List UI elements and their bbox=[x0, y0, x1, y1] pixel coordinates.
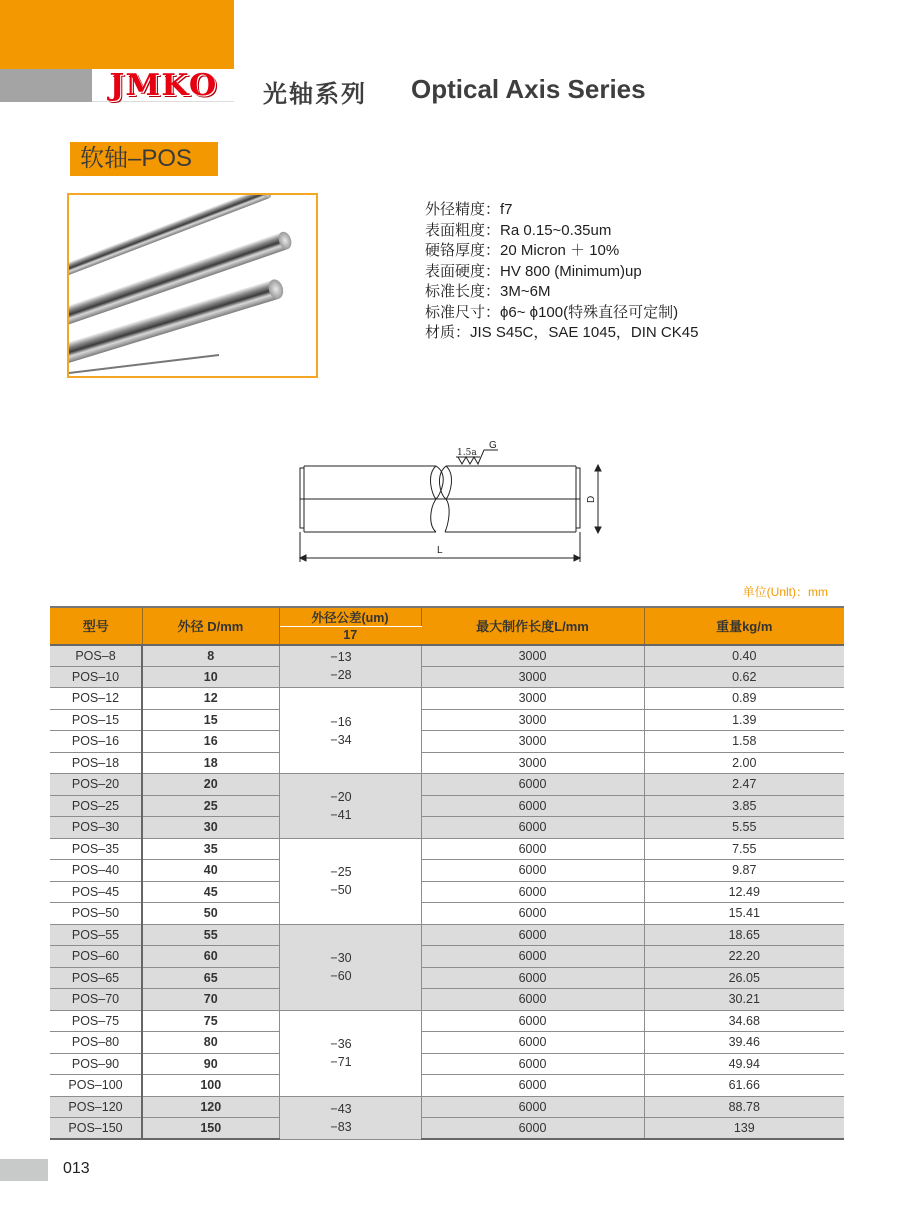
cell-model: POS–150 bbox=[50, 1118, 142, 1140]
cell-max-length: 6000 bbox=[421, 817, 644, 839]
series-title-cn: 光轴系列 bbox=[263, 81, 367, 108]
cell-model: POS–90 bbox=[50, 1053, 142, 1075]
cell-weight: 9.87 bbox=[644, 860, 844, 882]
table-row bbox=[50, 666, 844, 688]
cell-model: POS–8 bbox=[50, 645, 142, 667]
cell-diameter: 70 bbox=[142, 989, 279, 1011]
cell-diameter: 8 bbox=[142, 645, 279, 667]
cell-model: POS–50 bbox=[50, 903, 142, 925]
table-row bbox=[50, 989, 844, 1011]
cell-diameter: 30 bbox=[142, 817, 279, 839]
tolerance-lower: −28 bbox=[330, 668, 352, 683]
table-row bbox=[50, 1096, 844, 1118]
cell-diameter: 60 bbox=[142, 946, 279, 968]
cell-weight: 1.58 bbox=[644, 731, 844, 753]
cell-diameter: 20 bbox=[142, 774, 279, 796]
cell-tolerance bbox=[279, 1096, 421, 1139]
grade-label: G bbox=[489, 440, 497, 451]
cell-max-length: 6000 bbox=[421, 774, 644, 796]
cell-weight: 1.39 bbox=[644, 709, 844, 731]
footer-gray-bar bbox=[0, 1159, 48, 1181]
cell-weight: 15.41 bbox=[644, 903, 844, 925]
table-row bbox=[50, 645, 844, 667]
tolerance-lower: −71 bbox=[330, 1055, 352, 1069]
table-row bbox=[50, 1118, 844, 1140]
table-row bbox=[50, 1075, 844, 1097]
cell-model: POS–16 bbox=[50, 731, 142, 753]
tolerance-upper: −13 bbox=[330, 650, 352, 665]
tolerance-upper: −36 bbox=[330, 1037, 352, 1051]
cell-model: POS–10 bbox=[50, 666, 142, 688]
cell-weight: 26.05 bbox=[644, 967, 844, 989]
cell-diameter: 75 bbox=[142, 1010, 279, 1032]
header-model: 型号 bbox=[50, 607, 142, 645]
cell-model: POS–12 bbox=[50, 688, 142, 710]
header-tolerance-grade: 17 bbox=[279, 627, 421, 645]
cell-diameter: 18 bbox=[142, 752, 279, 774]
cell-weight: 7.55 bbox=[644, 838, 844, 860]
cell-diameter: 35 bbox=[142, 838, 279, 860]
table-row bbox=[50, 731, 844, 753]
table-row bbox=[50, 709, 844, 731]
product-tag: 软轴–POS bbox=[70, 142, 218, 176]
length-label: L bbox=[437, 545, 443, 556]
tolerance-upper: −43 bbox=[330, 1101, 352, 1116]
cell-model: POS–55 bbox=[50, 924, 142, 946]
cell-model: POS–20 bbox=[50, 774, 142, 796]
cell-max-length: 3000 bbox=[421, 752, 644, 774]
header-gray-block bbox=[0, 69, 92, 102]
spec-surface-hardness: 表面硬度：HV 800 (Minimum)up bbox=[425, 262, 642, 280]
cell-diameter: 100 bbox=[142, 1075, 279, 1097]
cell-diameter: 120 bbox=[142, 1096, 279, 1118]
cell-max-length: 6000 bbox=[421, 1053, 644, 1075]
cell-model: POS–70 bbox=[50, 989, 142, 1011]
cell-weight: 0.89 bbox=[644, 688, 844, 710]
product-photo bbox=[67, 193, 318, 378]
cell-max-length: 6000 bbox=[421, 1096, 644, 1118]
series-title-en: Optical Axis Series bbox=[411, 74, 646, 104]
table-row bbox=[50, 903, 844, 925]
cell-max-length: 6000 bbox=[421, 967, 644, 989]
cell-weight: 22.20 bbox=[644, 946, 844, 968]
cell-model: POS–120 bbox=[50, 1096, 142, 1118]
cell-weight: 30.21 bbox=[644, 989, 844, 1011]
cell-tolerance bbox=[279, 645, 421, 688]
cell-weight: 0.40 bbox=[644, 645, 844, 667]
cell-model: POS–25 bbox=[50, 795, 142, 817]
cell-diameter: 150 bbox=[142, 1118, 279, 1140]
spec-chrome-thickness: 硬铬厚度：20 Micron ＋ 10% bbox=[425, 242, 620, 259]
cell-max-length: 6000 bbox=[421, 795, 644, 817]
cell-diameter: 65 bbox=[142, 967, 279, 989]
cell-max-length: 3000 bbox=[421, 731, 644, 753]
header-orange-block bbox=[0, 0, 234, 69]
spec-surface-roughness: 表面粗度：Ra 0.15~0.35um bbox=[425, 221, 612, 239]
cell-max-length: 6000 bbox=[421, 1075, 644, 1097]
cell-diameter: 25 bbox=[142, 795, 279, 817]
cell-weight: 2.00 bbox=[644, 752, 844, 774]
cell-max-length: 3000 bbox=[421, 666, 644, 688]
spec-standard-length: 标准长度：3M~6M bbox=[425, 283, 551, 300]
spec-table bbox=[50, 606, 844, 1140]
cell-max-length: 6000 bbox=[421, 1010, 644, 1032]
header-diameter: 外径 D/mm bbox=[142, 607, 279, 645]
chrome-shafts-image bbox=[69, 195, 316, 376]
header-max-length: 最大制作长度L/mm bbox=[421, 607, 644, 645]
table-row bbox=[50, 860, 844, 882]
cell-weight: 2.47 bbox=[644, 774, 844, 796]
cell-weight: 139 bbox=[644, 1118, 844, 1140]
unit-note: 单位(Unlt)：mm bbox=[742, 585, 828, 599]
tolerance-lower: −34 bbox=[330, 732, 352, 747]
cell-max-length: 6000 bbox=[421, 860, 644, 882]
tolerance-upper: −30 bbox=[330, 951, 352, 965]
header-tolerance: 外径公差(um) bbox=[279, 607, 421, 627]
cell-tolerance bbox=[279, 774, 421, 839]
cell-max-length: 3000 bbox=[421, 709, 644, 731]
cell-weight: 12.49 bbox=[644, 881, 844, 903]
cell-weight: 39.46 bbox=[644, 1032, 844, 1054]
cell-max-length: 6000 bbox=[421, 989, 644, 1011]
table-row bbox=[50, 688, 844, 710]
cell-tolerance bbox=[279, 924, 421, 1010]
cell-tolerance bbox=[279, 1010, 421, 1096]
cell-max-length: 6000 bbox=[421, 1032, 644, 1054]
tolerance-lower: −83 bbox=[330, 1119, 352, 1134]
tolerance-upper: −20 bbox=[330, 789, 352, 804]
table-row bbox=[50, 1032, 844, 1054]
cell-max-length: 3000 bbox=[421, 645, 644, 667]
tolerance-lower: −50 bbox=[330, 883, 352, 897]
spec-tolerance-grade: 外径精度：f7 bbox=[425, 201, 513, 218]
brand-logo bbox=[92, 69, 234, 102]
cell-model: POS–30 bbox=[50, 817, 142, 839]
cell-model: POS–18 bbox=[50, 752, 142, 774]
cell-weight: 0.62 bbox=[644, 666, 844, 688]
header-weight: 重量kg/m bbox=[644, 607, 844, 645]
table-row bbox=[50, 774, 844, 796]
spec-material: 材质：JIS S45C，SAE 1045，DIN CK45 bbox=[425, 324, 699, 341]
cell-diameter: 55 bbox=[142, 924, 279, 946]
table-row bbox=[50, 881, 844, 903]
cell-max-length: 6000 bbox=[421, 838, 644, 860]
cell-max-length: 6000 bbox=[421, 924, 644, 946]
cell-model: POS–45 bbox=[50, 881, 142, 903]
cell-model: POS–35 bbox=[50, 838, 142, 860]
cell-weight: 49.94 bbox=[644, 1053, 844, 1075]
tolerance-upper: −16 bbox=[330, 714, 352, 729]
cell-diameter: 10 bbox=[142, 666, 279, 688]
cell-model: POS–80 bbox=[50, 1032, 142, 1054]
spec-standard-size: 标准尺寸：ϕ6~ ϕ100(特殊直径可定制) bbox=[425, 303, 679, 321]
roughness-label: 1.5a bbox=[457, 448, 477, 458]
table-row bbox=[50, 838, 844, 860]
table-row bbox=[50, 1010, 844, 1032]
spec-list bbox=[425, 200, 698, 344]
table-row bbox=[50, 752, 844, 774]
cell-max-length: 6000 bbox=[421, 881, 644, 903]
table-row bbox=[50, 1053, 844, 1075]
brand-logo-text: JMKO bbox=[109, 67, 217, 103]
tolerance-lower: −60 bbox=[330, 969, 352, 983]
cell-diameter: 12 bbox=[142, 688, 279, 710]
tolerance-lower: −41 bbox=[330, 807, 352, 822]
cell-diameter: 40 bbox=[142, 860, 279, 882]
cell-weight: 18.65 bbox=[644, 924, 844, 946]
table-row bbox=[50, 817, 844, 839]
cell-model: POS–15 bbox=[50, 709, 142, 731]
cell-weight: 61.66 bbox=[644, 1075, 844, 1097]
shaft-drawing bbox=[290, 440, 610, 570]
cell-max-length: 6000 bbox=[421, 903, 644, 925]
cell-weight: 88.78 bbox=[644, 1096, 844, 1118]
cell-diameter: 80 bbox=[142, 1032, 279, 1054]
cell-diameter: 45 bbox=[142, 881, 279, 903]
cell-max-length: 6000 bbox=[421, 1118, 644, 1140]
table-row bbox=[50, 795, 844, 817]
cell-tolerance bbox=[279, 688, 421, 774]
cell-tolerance bbox=[279, 838, 421, 924]
cell-diameter: 15 bbox=[142, 709, 279, 731]
cell-weight: 3.85 bbox=[644, 795, 844, 817]
cell-weight: 34.68 bbox=[644, 1010, 844, 1032]
diameter-label: D bbox=[586, 495, 597, 503]
cell-model: POS–75 bbox=[50, 1010, 142, 1032]
cell-diameter: 90 bbox=[142, 1053, 279, 1075]
cell-diameter: 16 bbox=[142, 731, 279, 753]
page-number: 013 bbox=[63, 1160, 90, 1177]
cell-diameter: 50 bbox=[142, 903, 279, 925]
table-row bbox=[50, 946, 844, 968]
table-row bbox=[50, 967, 844, 989]
cell-model: POS–40 bbox=[50, 860, 142, 882]
tolerance-upper: −25 bbox=[330, 865, 352, 879]
cell-weight: 5.55 bbox=[644, 817, 844, 839]
cell-model: POS–60 bbox=[50, 946, 142, 968]
cell-model: POS–65 bbox=[50, 967, 142, 989]
table-row bbox=[50, 924, 844, 946]
cell-model: POS–100 bbox=[50, 1075, 142, 1097]
cell-max-length: 3000 bbox=[421, 688, 644, 710]
cell-max-length: 6000 bbox=[421, 946, 644, 968]
